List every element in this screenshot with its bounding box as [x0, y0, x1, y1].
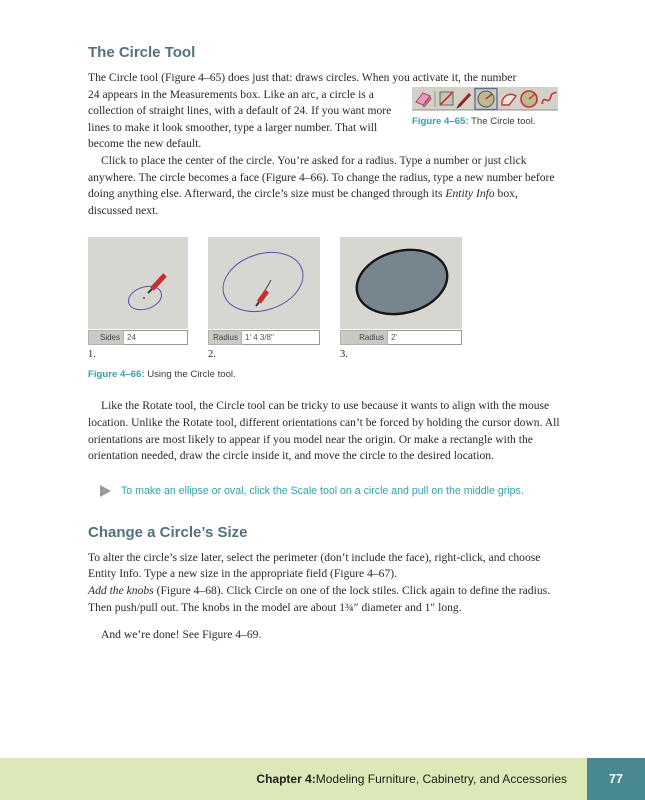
measurements-value: 24 — [124, 330, 188, 345]
step-number: 1. — [88, 349, 96, 361]
measurements-bar — [340, 330, 462, 345]
screenshot-large-circle — [208, 237, 320, 329]
paragraph-add-knobs — [88, 583, 560, 616]
paragraph-click-place-text: Click to place the center of the circle. You’re asked for a radius. Type a number or just click anywhere. The circle becomes a face (Figure 4–66). To change the radius, type a new number before doing anything else. Afterward, the circle’s size must be changed through its — [88, 153, 555, 201]
entity-info-italic: Entity Info — [445, 187, 495, 201]
page-number-badge: 77 — [587, 758, 645, 800]
add-the-knobs-italic: Add the knobs — [88, 583, 154, 597]
measurements-bar — [88, 330, 188, 345]
figure-4-65-caption-text: The Circle tool. — [468, 115, 536, 127]
figure-4-66-panels — [88, 237, 560, 360]
figure-4-65-caption — [412, 116, 560, 128]
paragraph-intro-wrap — [88, 87, 560, 153]
paragraph-intro-line1: The Circle tool (Figure 4–65) does just that: draws circles. When you activate it, the number — [88, 71, 517, 84]
paragraph-done: And we’re done! See Figure 4–69. — [101, 628, 262, 642]
figure-4-66-caption-text: Using the Circle tool. — [144, 369, 236, 381]
page-footer — [0, 758, 645, 800]
tip-note — [100, 485, 560, 498]
tip-arrow-icon — [100, 485, 111, 497]
measurements-label: Radius — [208, 330, 242, 345]
measurements-label: Sides — [88, 330, 124, 345]
chapter-number: Chapter 4: — [256, 772, 316, 786]
chapter-name: Modeling Furniture, Cabinetry, and Accessories — [315, 772, 567, 786]
measurements-value: 2' — [388, 330, 462, 345]
paragraph-add-knobs-text: (Figure 4–68). Click Circle on one of the lock stiles. Click again to define the radius. Then push/pull out. The knobs in the model are about 1¾″ diameter and 1″ long. — [88, 583, 551, 614]
paragraph-alter-size: To alter the circle’s size later, select the perimeter (don’t include the face), right-click, and choose Entity Info. Type a new size in the appropriate field (Figure 4–67). — [88, 550, 541, 581]
screenshot-small-circle — [88, 237, 188, 329]
figure-4-65-label: Figure 4–65: — [412, 115, 469, 127]
measurements-label: Radius — [340, 330, 388, 345]
screenshot-filled-circle — [340, 237, 462, 329]
paragraph-intro-rest: 24 appears in the Measurements box. Like an arc, a circle is a collection of straight lines, with a default of 24. If you want more lines to make it look smoother, type a larger number. That will become the new default. — [88, 87, 392, 151]
measurements-bar — [208, 330, 320, 345]
rectangle-icon — [440, 92, 453, 105]
section-title-change-size: Change a Circle’s Size — [88, 523, 248, 541]
panel-step-3 — [340, 237, 462, 360]
measurements-value: 1' 4 3/8" — [242, 330, 320, 345]
figure-4-65 — [412, 87, 560, 128]
paragraph-click-place — [88, 153, 560, 219]
figure-4-66-label: Figure 4–66: — [88, 369, 145, 381]
paragraph-rotate-comparison: Like the Rotate tool, the Circle tool can be tricky to use because it wants to align with the mouse location. Unlike the Rotate tool, different orientations can’t be forced by holding the cursor down. All orientations are most likely to appear if you model near the origin. Or make a rectangle with the orientation needed, draw the circle inside it, and move the circle to the desired location. — [88, 399, 560, 463]
panel-step-2 — [208, 237, 320, 360]
chapter-title-bar — [0, 758, 587, 800]
figure-4-66 — [88, 237, 560, 381]
circle-icon — [475, 88, 497, 109]
step-number: 2. — [208, 349, 216, 361]
tip-text: To make an ellipse or oval, click the Scale tool on a circle and pull on the middle grips. — [121, 484, 524, 497]
page-content — [88, 44, 560, 644]
figure-4-66-caption — [88, 369, 560, 381]
section-title-circle-tool: The Circle Tool — [88, 44, 196, 61]
paragraph-click-place-end: box, discussed next. — [88, 187, 518, 217]
panel-step-1 — [88, 237, 188, 360]
step-number: 3. — [340, 349, 348, 361]
polygon-icon — [521, 91, 537, 107]
sketchup-toolbar-image — [412, 87, 558, 111]
